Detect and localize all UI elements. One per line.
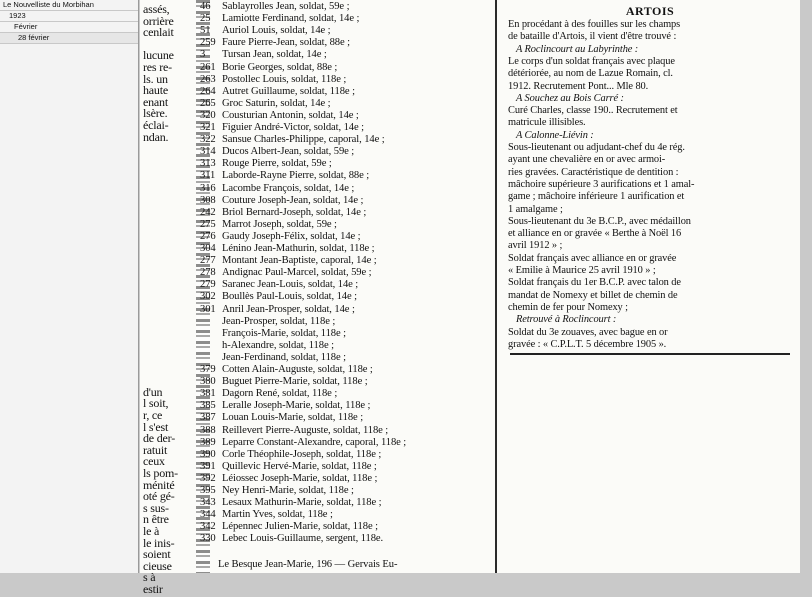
entry-number: 316 xyxy=(200,182,216,194)
list-item xyxy=(200,49,327,60)
entry-text: Léiossec Joseph-Marie, soldat, 118e ; xyxy=(222,472,378,484)
entry-text: Postollec Louis, soldat, 118e ; xyxy=(222,73,347,85)
entry-number: 392 xyxy=(200,472,216,484)
list-item xyxy=(200,340,334,351)
entry-number: 379 xyxy=(200,364,216,375)
location-subheading: A Souchez au Bois Carré : xyxy=(516,92,624,104)
entry-number: 301 xyxy=(200,303,216,315)
article-line: Curé Charles, classe 190.. Recrutement et xyxy=(508,105,678,117)
entry-number: 314 xyxy=(200,146,216,158)
entry-number: 259 xyxy=(200,37,216,49)
list-item xyxy=(200,521,378,532)
article-line: détériorée, au nom de Lazue Romain, cl. xyxy=(508,68,673,80)
entry-number: 322 xyxy=(200,134,216,146)
article-line: Soldat français avec alliance en or gravée xyxy=(508,252,677,264)
entry-text: Jean-Prosper, soldat, 118e ; xyxy=(222,315,336,327)
location-subheading: A Calonne-Liévin : xyxy=(516,129,594,141)
entry-number: 304 xyxy=(200,243,216,254)
entry-number: 330 xyxy=(200,533,216,545)
document-tree-panel xyxy=(0,0,139,573)
tree-item-3[interactable]: 28 février xyxy=(0,33,138,44)
text-line: de der- xyxy=(143,431,176,446)
text-line: ceux xyxy=(143,454,165,469)
tree-item-2[interactable]: Février xyxy=(0,22,138,33)
entry-number: 261 xyxy=(200,61,216,73)
text-line: cenlait xyxy=(143,25,174,40)
entry-number: 275 xyxy=(200,218,216,230)
text-line: enant xyxy=(143,94,168,109)
artois-article-column xyxy=(502,0,798,573)
entry-number: 3 xyxy=(200,49,206,61)
entry-number: 242 xyxy=(200,206,216,218)
list-item xyxy=(200,485,354,496)
list-item xyxy=(200,170,369,181)
article-line: et alliance en or gravée « Berthe à Noël 16 xyxy=(508,228,682,240)
entry-text: Ducos Albert-Jean, soldat, 59e ; xyxy=(222,146,355,158)
entry-number: 276 xyxy=(200,230,216,242)
text-line: orrière xyxy=(143,13,174,28)
entry-text: Lebec Louis-Guillaume, sergent, 118e. xyxy=(222,533,384,545)
entry-text: Leralle Joseph-Marie, soldat, 118e ; xyxy=(222,400,371,412)
list-item xyxy=(200,243,375,254)
entry-number: 391 xyxy=(200,460,216,472)
article-line: de bataille d'Artois, il vient d'être trouvé : xyxy=(508,31,677,43)
entry-number: 25 xyxy=(200,13,211,25)
list-item xyxy=(200,134,385,145)
entry-text: Rouge Pierre, soldat, 59e ; xyxy=(222,158,332,170)
text-line: ndan. xyxy=(143,129,169,144)
list-item xyxy=(200,376,368,387)
article-line: matricule illisibles. xyxy=(508,117,586,129)
list-item xyxy=(200,74,346,85)
left-partial-column xyxy=(140,0,200,596)
text-line: cieuse xyxy=(143,558,172,573)
entry-number: 389 xyxy=(200,436,216,448)
list-item xyxy=(200,98,331,109)
article-line: mâchoire supérieure 3 aurifications et 1 amal- xyxy=(508,178,695,190)
entry-number: 278 xyxy=(200,267,216,279)
entry-text: Louan Louis-Marie, soldat, 118e ; xyxy=(222,412,364,424)
text-line: r, ce xyxy=(143,408,163,422)
entry-text: Gaudy Joseph-Félix, soldat, 14e ; xyxy=(222,230,361,242)
list-item xyxy=(200,279,358,290)
entry-text: Borie Georges, soldat, 88e ; xyxy=(222,61,338,73)
entry-text: Saranec Jean-Louis, soldat, 14e ; xyxy=(222,279,359,291)
entry-text: Lénino Jean-Mathurin, soldat, 118e ; xyxy=(222,243,375,254)
article-line: En procédant à des fouilles sur les champs xyxy=(508,19,681,30)
list-item xyxy=(200,122,364,133)
entry-text: Buguet Pierre-Marie, soldat, 118e ; xyxy=(222,376,368,388)
entry-number: 277 xyxy=(200,255,216,267)
list-item xyxy=(200,533,383,544)
article-line: game ; mâchoire inférieure 1 aurification et xyxy=(508,191,685,203)
text-line: l soit, xyxy=(143,396,169,411)
entry-text: Boullès Paul-Louis, soldat, 14e ; xyxy=(222,291,357,303)
list-item xyxy=(200,231,361,242)
article-line: 1912. Recrutement Pont... Mle 80. xyxy=(508,80,649,92)
list-item xyxy=(200,25,331,36)
entry-text: Reillevert Pierre-Auguste, soldat, 118e ; xyxy=(222,424,389,436)
entry-text: Montant Jean-Baptiste, caporal, 14e ; xyxy=(222,255,377,267)
entry-text: François-Marie, soldat, 118e ; xyxy=(222,327,346,339)
column-divider xyxy=(495,0,497,573)
newspaper-page xyxy=(140,0,800,596)
list-item xyxy=(200,449,381,460)
entry-number: 385 xyxy=(200,400,216,412)
entry-text: Sablayrolles Jean, soldat, 59e ; xyxy=(222,1,350,12)
text-line: l s'est xyxy=(143,419,169,434)
text-line: le inis- xyxy=(143,535,175,550)
entry-text: Cousturian Antonin, soldat, 14e ; xyxy=(222,109,359,121)
list-item xyxy=(200,158,332,169)
text-line: éclai- xyxy=(143,118,169,132)
article-line: Sous-lieutenant du 3e B.C.P., avec médaillon xyxy=(508,215,691,227)
article-line: « Emilie à Maurice 25 avril 1910 » ; xyxy=(508,265,656,276)
entry-number: 51 xyxy=(200,25,211,37)
entry-number: 320 xyxy=(200,109,216,121)
text-line: haute xyxy=(143,83,168,98)
entry-text: Auriol Louis, soldat, 14e ; xyxy=(222,25,331,37)
entry-text: Faure Pierre-Jean, soldat, 88e ; xyxy=(222,37,351,49)
entry-text: Lépennec Julien-Marie, soldat, 118e ; xyxy=(222,521,378,533)
text-line: ls pom- xyxy=(143,466,178,480)
entry-text: Lacombe François, soldat, 14e ; xyxy=(222,182,355,194)
list-item xyxy=(200,497,381,508)
list-item xyxy=(200,62,337,73)
location-subheading: Retrouvé à Roclincourt : xyxy=(516,314,617,326)
entry-text: Briol Bernard-Joseph, soldat, 14e ; xyxy=(222,206,367,218)
text-line: s à xyxy=(143,570,156,585)
entry-number: 342 xyxy=(200,521,216,533)
article-line: gravée : « C.P.L.T. 5 décembre 1905 ». xyxy=(508,338,667,350)
article-heading: ARTOIS xyxy=(625,4,675,18)
text-line: estir xyxy=(143,582,163,596)
list-item xyxy=(200,110,359,121)
text-line: d'un xyxy=(143,384,163,399)
entry-number: 380 xyxy=(200,376,216,388)
entry-number: 390 xyxy=(200,448,216,460)
list-item xyxy=(200,316,335,327)
entry-number: 313 xyxy=(200,158,216,170)
entry-text: Corle Théophile-Joseph, soldat, 118e ; xyxy=(222,448,382,460)
article-line: 1 amalgame ; xyxy=(508,203,563,215)
list-item xyxy=(200,364,373,375)
list-item xyxy=(200,207,366,218)
entry-text: Martin Yves, soldat, 118e ; xyxy=(222,509,333,521)
casualty-list-column xyxy=(198,0,494,573)
text-line: lsère. xyxy=(143,106,168,121)
list-item xyxy=(200,352,346,363)
text-line: ls. un xyxy=(143,71,168,86)
entry-text: Ney Henri-Marie, soldat, 118e ; xyxy=(222,485,354,496)
article-line: avril 1912 » ; xyxy=(508,240,563,252)
list-item xyxy=(200,1,349,12)
text-line: s sus- xyxy=(143,500,169,515)
text-line: res re- xyxy=(143,60,172,74)
entry-text: Lamiotte Ferdinand, soldat, 14e ; xyxy=(222,13,360,25)
entry-text: Couture Joseph-Jean, soldat, 14e ; xyxy=(222,194,364,206)
entry-number: 308 xyxy=(200,194,216,206)
tree-item-0[interactable]: Le Nouvelliste du Morbihan xyxy=(0,0,138,11)
entry-text: Cotten Alain-Auguste, soldat, 118e ; xyxy=(222,364,373,375)
text-line: soient xyxy=(143,547,171,562)
text-line: assés, xyxy=(143,2,170,16)
entry-text: Jean-Ferdinand, soldat, 118e ; xyxy=(222,351,346,363)
text-line: lucune xyxy=(143,48,174,63)
article-line: Soldat du 3e zouaves, avec bague en or xyxy=(508,326,668,338)
list-item xyxy=(200,461,377,472)
entry-number: 381 xyxy=(200,388,216,400)
entry-text: Groc Saturin, soldat, 14e ; xyxy=(222,97,331,109)
entry-number: 46 xyxy=(200,1,211,12)
article-line: chemin de fer pour Nomexy ; xyxy=(508,301,628,313)
list-item xyxy=(200,195,363,206)
location-subheading: A Roclincourt au Labyrinthe : xyxy=(516,43,639,55)
list-item xyxy=(200,425,388,436)
entry-number: 265 xyxy=(200,97,216,109)
article-line: mandat de Nomexy et billet de chemin de xyxy=(508,289,678,301)
text-line: n être xyxy=(143,512,169,527)
article-line: Soldat français du 1er B.C.P. avec talon de xyxy=(508,277,681,289)
list-item xyxy=(200,255,377,266)
entry-text: Leparre Constant-Alexandre, caporal, 118e ; xyxy=(222,436,407,448)
entry-text: Quillevic Hervé-Marie, soldat, 118e ; xyxy=(222,460,377,472)
entry-text: Andignac Paul-Marcel, soldat, 59e ; xyxy=(222,267,372,279)
article-line: Sous-lieutenant ou adjudant-chef du 4e rég. xyxy=(508,142,685,153)
text-line: ratuit xyxy=(143,442,168,457)
article-end-rule xyxy=(510,353,790,355)
list-item xyxy=(200,37,350,48)
entry-text: h-Alexandre, soldat, 118e ; xyxy=(222,339,334,351)
tree-item-1[interactable]: 1923 xyxy=(0,11,138,22)
list-item xyxy=(200,183,354,194)
entry-text: Anril Jean-Prosper, soldat, 14e ; xyxy=(222,303,355,315)
text-line: ménité xyxy=(143,477,175,492)
entry-text: Tursan Jean, soldat, 14e ; xyxy=(222,49,327,61)
entry-text: Dagorn René, soldat, 118e ; xyxy=(222,388,338,400)
text-line: le à xyxy=(143,524,160,538)
list-item xyxy=(200,388,337,399)
list-item xyxy=(200,400,370,411)
list-item xyxy=(200,13,359,24)
entry-text: Figuier André-Victor, soldat, 14e ; xyxy=(222,122,364,133)
entry-number: 388 xyxy=(200,424,216,436)
entry-number: 311 xyxy=(200,170,216,182)
article-line: ries gravées. Caractéristique de dentition : xyxy=(508,166,679,178)
list-item xyxy=(200,86,355,97)
list-item xyxy=(200,146,354,157)
list-item xyxy=(200,412,363,423)
text-line: oté gé- xyxy=(143,489,175,504)
entry-text: Laborde-Rayne Pierre, soldat, 88e ; xyxy=(222,170,370,182)
entry-text: Lesaux Mathurin-Marie, soldat, 118e ; xyxy=(222,497,382,509)
footer-line: Le Besque Jean-Marie, 196 — Gervais Eu- xyxy=(218,559,398,570)
list-item xyxy=(200,509,333,520)
entry-number: 344 xyxy=(200,509,216,521)
article-line: ayant une chevalière en or avec armoi- xyxy=(508,154,666,166)
entry-number: 263 xyxy=(200,73,216,85)
entry-number: 387 xyxy=(200,412,216,424)
list-item xyxy=(200,291,357,302)
entry-text: Autret Guillaume, soldat, 118e ; xyxy=(222,85,355,97)
list-item xyxy=(200,267,371,278)
entry-number: 321 xyxy=(200,122,216,133)
entry-number: 343 xyxy=(200,497,216,509)
article-line: Le corps d'un soldat français avec plaque xyxy=(508,55,675,67)
list-item xyxy=(200,437,406,448)
entry-number: 279 xyxy=(200,279,216,291)
entry-text: Marrot Joseph, soldat, 59e ; xyxy=(222,218,337,230)
entry-number: 264 xyxy=(200,85,216,97)
list-item xyxy=(200,473,377,484)
list-item xyxy=(200,304,355,315)
entry-text: Sansue Charles-Philippe, caporal, 14e ; xyxy=(222,134,385,146)
entry-number: 302 xyxy=(200,291,216,303)
list-item xyxy=(200,328,346,339)
entry-number: 395 xyxy=(200,485,216,496)
list-item xyxy=(200,219,337,230)
